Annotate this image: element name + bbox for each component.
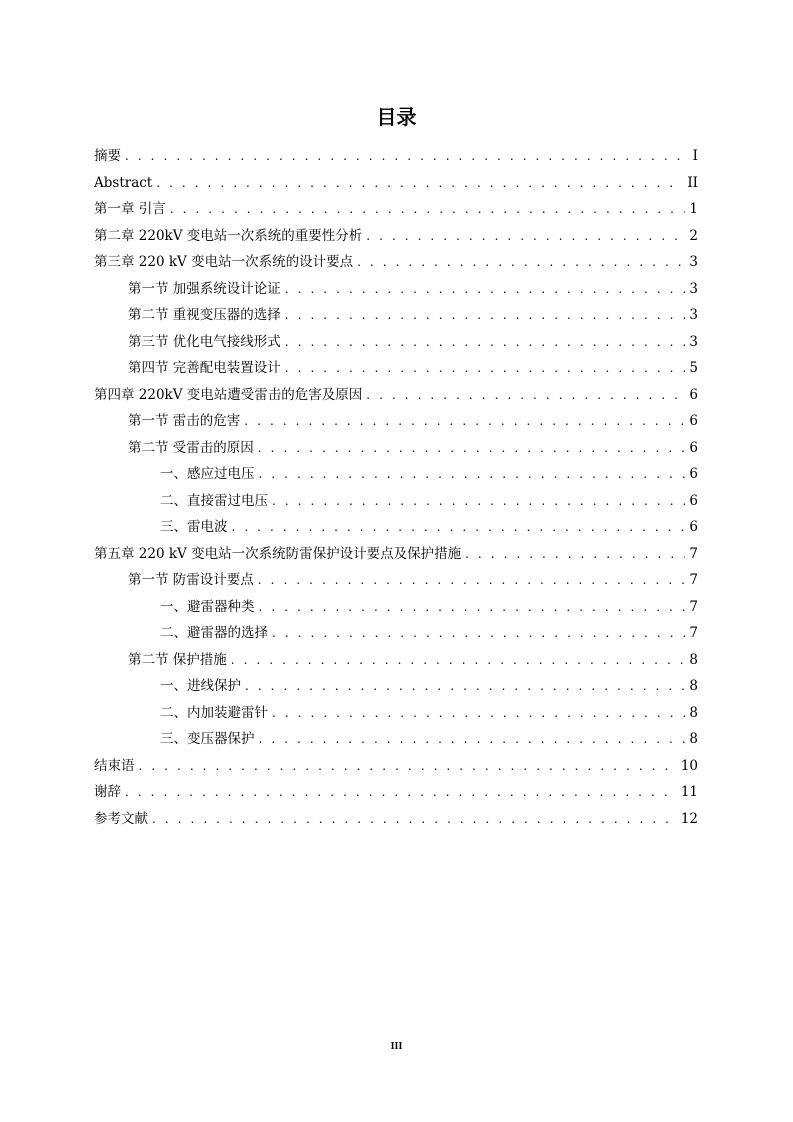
toc-dot-leader [152, 806, 677, 833]
toc-entry-page: 8 [689, 651, 698, 668]
toc-entry-label: 结束语 [94, 757, 135, 774]
toc-dot-leader [125, 143, 689, 170]
toc-entry-page: II [687, 174, 698, 191]
toc-entry[interactable] [94, 249, 698, 276]
toc-entry-label: 第一节 雷击的危害 [128, 413, 241, 429]
toc-dot-leader [245, 673, 685, 700]
toc-entry-page: I [692, 148, 698, 164]
toc-dot-leader [258, 435, 686, 462]
toc-dot-leader [232, 514, 686, 541]
table-of-contents [94, 143, 698, 832]
toc-dot-leader [258, 567, 686, 594]
toc-dot-leader [366, 382, 685, 409]
toc-entry-page: 12 [680, 810, 698, 827]
toc-entry[interactable] [94, 276, 698, 303]
toc-entry-page: 7 [689, 598, 698, 615]
toc-entry-page: 11 [680, 784, 698, 800]
toc-entry[interactable] [94, 488, 698, 515]
toc-entry-label: 三、变压器保护 [160, 731, 255, 747]
toc-dot-leader [259, 461, 686, 488]
toc-dot-leader [125, 779, 677, 806]
toc-dot-leader [272, 488, 685, 515]
toc-entry-label: 一、感应过电压 [160, 466, 255, 482]
toc-dot-leader [272, 700, 685, 727]
toc-entry[interactable] [94, 567, 698, 594]
toc-dot-leader [465, 541, 685, 568]
toc-entry-label: 第一节 防雷设计要点 [128, 572, 254, 588]
toc-entry-label: 摘要 [94, 148, 121, 164]
toc-dot-leader [170, 196, 686, 223]
toc-entry[interactable] [94, 753, 698, 780]
toc-entry-label: 第二节 保护措施 [128, 651, 227, 668]
toc-entry-label: 第四章 220kV 变电站遭受雷击的危害及原因 [94, 386, 363, 403]
toc-entry[interactable] [94, 541, 698, 568]
toc-entry-page: 6 [689, 466, 698, 482]
toc-entry-label: 第三章 220 kV 变电站一次系统的设计要点 [94, 254, 354, 270]
toc-dot-leader [366, 223, 685, 250]
toc-dot-leader [285, 355, 686, 382]
toc-entry-page: 10 [680, 757, 698, 774]
toc-entry-label: 第三节 优化电气接线形式 [128, 333, 281, 350]
toc-entry[interactable] [94, 726, 698, 753]
toc-entry-page: 7 [689, 545, 698, 562]
toc-entry-label: 一、避雷器种类 [160, 598, 255, 615]
toc-entry-page: 6 [689, 386, 698, 403]
toc-entry-label: 第一节 加强系统设计论证 [128, 280, 281, 297]
toc-entry-page: 8 [689, 731, 698, 747]
toc-entry[interactable] [94, 355, 698, 382]
toc-entry-page: 5 [689, 360, 698, 376]
toc-dot-leader [244, 408, 685, 435]
toc-entry-label: 第一章 引言 [94, 201, 166, 217]
toc-entry-page: 3 [689, 333, 698, 350]
toc-dot-leader [231, 647, 686, 674]
toc-entry[interactable] [94, 196, 698, 223]
toc-entry-page: 6 [689, 413, 698, 429]
toc-title: 目录 [376, 105, 417, 129]
toc-entry-page: 7 [689, 625, 698, 641]
page-number: III [390, 1041, 403, 1052]
toc-entry[interactable] [94, 302, 698, 329]
toc-entry[interactable] [94, 170, 698, 197]
toc-entry-page: 8 [689, 678, 698, 694]
toc-entry[interactable] [94, 435, 698, 462]
toc-entry[interactable] [94, 806, 698, 833]
toc-entry-label: 第二节 受雷击的原因 [128, 439, 254, 456]
toc-entry-label: 二、避雷器的选择 [160, 625, 268, 641]
toc-dot-leader [285, 276, 686, 303]
toc-dot-leader [259, 594, 686, 621]
toc-entry-page: 6 [689, 492, 698, 509]
toc-dot-leader [285, 302, 686, 329]
toc-entry[interactable] [94, 594, 698, 621]
toc-entry[interactable] [94, 223, 698, 250]
toc-entry-label: 一、进线保护 [160, 678, 241, 694]
toc-entry-label: 参考文献 [94, 810, 148, 827]
toc-entry[interactable] [94, 143, 698, 170]
toc-dot-leader [156, 170, 683, 197]
toc-entry-page: 1 [689, 201, 698, 217]
toc-entry[interactable] [94, 673, 698, 700]
toc-entry[interactable] [94, 700, 698, 727]
toc-entry-label: 谢辞 [94, 784, 121, 800]
toc-dot-leader [139, 753, 677, 780]
toc-entry-label: 二、内加装避雷针 [160, 704, 268, 721]
toc-dot-leader [357, 249, 685, 276]
toc-entry[interactable] [94, 329, 698, 356]
toc-entry[interactable] [94, 382, 698, 409]
toc-entry-page: 6 [689, 519, 698, 535]
toc-entry[interactable] [94, 779, 698, 806]
toc-entry-label: Abstract [94, 174, 153, 191]
toc-entry-page: 8 [689, 704, 698, 721]
toc-dot-leader [285, 329, 686, 356]
toc-entry-label: 第四节 完善配电装置设计 [128, 360, 281, 376]
toc-entry-page: 3 [689, 280, 698, 297]
toc-entry-label: 第二节 重视变压器的选择 [128, 307, 281, 323]
toc-entry-page: 7 [689, 572, 698, 588]
toc-entry[interactable] [94, 408, 698, 435]
toc-entry-label: 二、直接雷过电压 [160, 492, 268, 509]
toc-entry-label: 第五章 220 kV 变电站一次系统防雷保护设计要点及保护措施 [94, 545, 462, 562]
toc-entry[interactable] [94, 461, 698, 488]
toc-entry-label: 三、雷电波 [160, 519, 228, 535]
toc-dot-leader [272, 620, 685, 647]
toc-entry-page: 3 [689, 254, 698, 270]
toc-entry-page: 2 [689, 227, 698, 244]
toc-entry[interactable] [94, 647, 698, 674]
toc-entry[interactable] [94, 514, 698, 541]
toc-entry-page: 6 [689, 439, 698, 456]
toc-entry[interactable] [94, 620, 698, 647]
toc-dot-leader [259, 726, 686, 753]
toc-entry-page: 3 [689, 307, 698, 323]
toc-entry-label: 第二章 220kV 变电站一次系统的重要性分析 [94, 227, 363, 244]
